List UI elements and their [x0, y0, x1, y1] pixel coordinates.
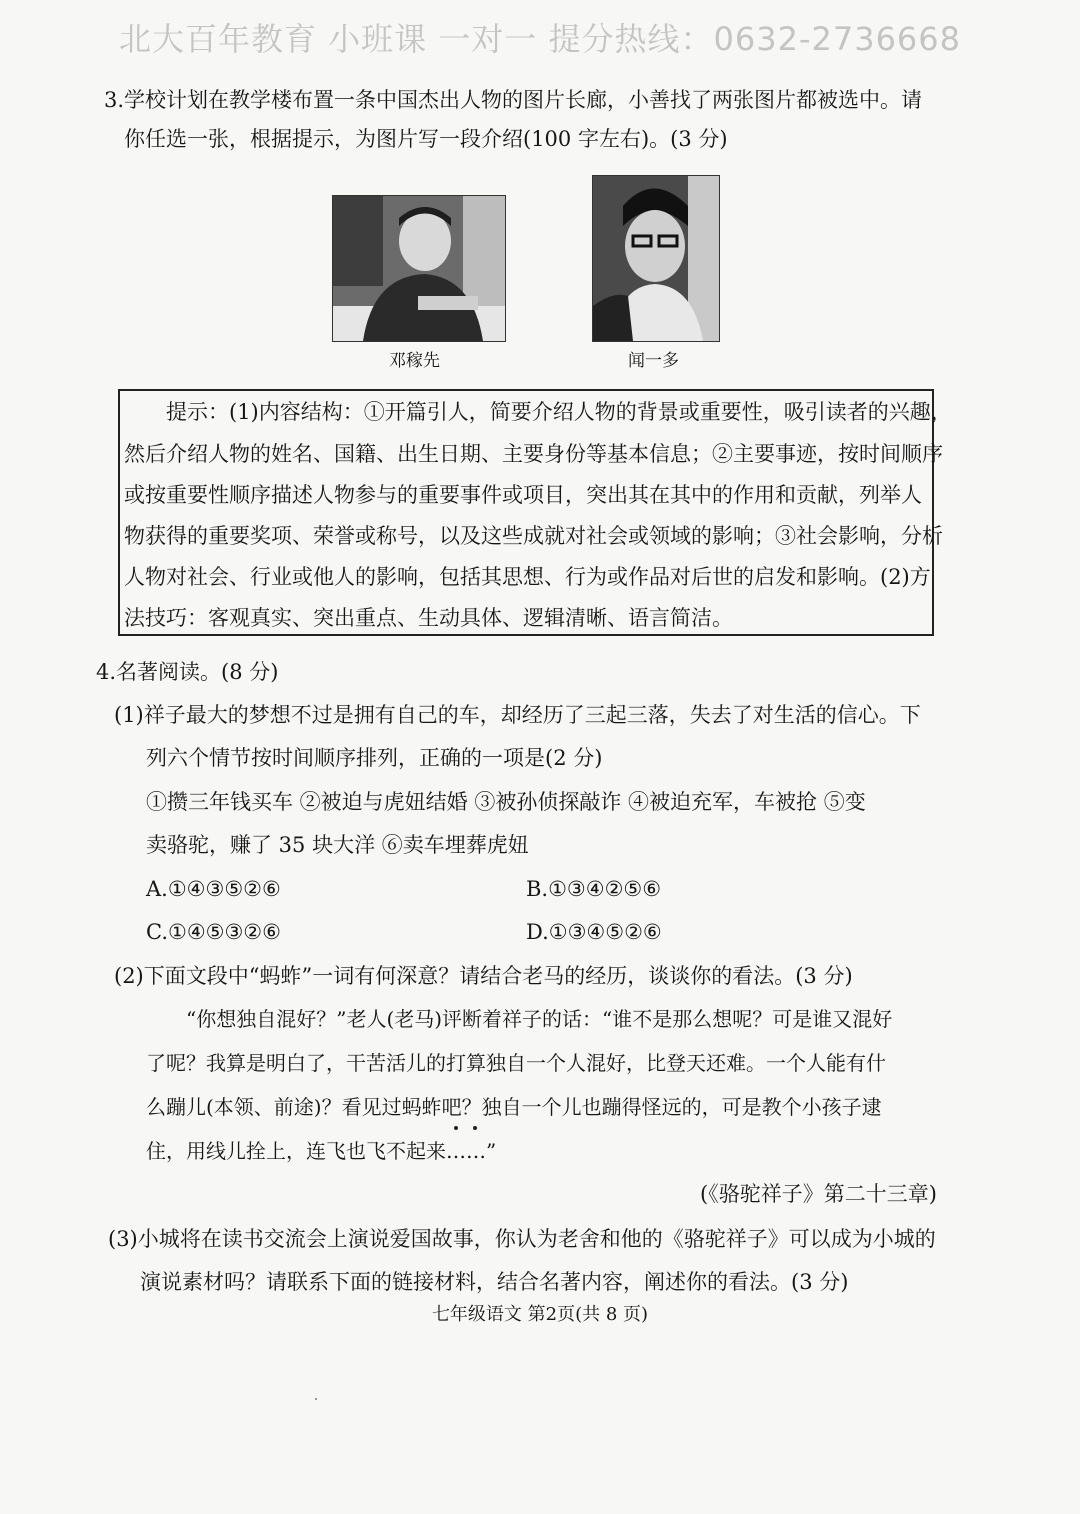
q4-events-line-2: 卖骆驼，赚了 35 块大洋 ⑥卖车埋葬虎妞	[146, 833, 529, 857]
photo-wen-yiduo	[592, 175, 720, 342]
option-a: A.①④③⑤②⑥	[146, 877, 281, 901]
photo-caption-1: 邓稼先	[389, 351, 440, 371]
hint-line: 或按重要性顺序描述人物参与的重要事件或项目，突出其在其中的作用和贡献，列举人	[124, 483, 922, 507]
photo-deng-jiaxian	[332, 195, 506, 342]
q4-title: 4.名著阅读。(8 分)	[96, 660, 279, 684]
hint-line: 法技巧：客观真实、突出重点、生动具体、逻辑清晰、语言简洁。	[124, 606, 733, 630]
q4-sub1-line-1: (1)祥子最大的梦想不过是拥有自己的车，却经历了三起三落，失去了对生活的信心。下	[114, 703, 921, 727]
q3-prompt-line-1: 3.学校计划在教学楼布置一条中国杰出人物的图片长廊，小善找了两张图片都被选中。请	[104, 88, 923, 112]
hint-line: 物获得的重要奖项、荣誉或称号，以及这些成就对社会或领域的影响；③社会影响，分析	[124, 524, 943, 548]
option-d: D.①③④⑤②⑥	[526, 920, 662, 944]
option-c: C.①④⑤③②⑥	[146, 920, 281, 944]
quote-source: (《骆驼祥子》第二十三章)	[700, 1182, 937, 1206]
hint-line: 提示：(1)内容结构：①开篇引人，简要介绍人物的背景或重要性，吸引读者的兴趣，	[166, 400, 952, 424]
page-footer: 七年级语文 第2页(共 8 页)	[431, 1304, 649, 1325]
hint-box	[118, 389, 934, 636]
emphasis-dot	[473, 1126, 477, 1130]
option-b: B.①③④②⑤⑥	[526, 877, 662, 901]
q4-sub3-line-2: 演说素材吗？请联系下面的链接材料，结合名著内容，阐述你的看法。(3 分)	[140, 1270, 849, 1294]
hint-line: 人物对社会、行业或他人的影响，包括其思想、行为或作品对后世的启发和影响。(2)方	[124, 565, 931, 589]
q4-sub3-line-1: (3)小城将在读书交流会上演说爱国故事，你认为老舍和他的《骆驼祥子》可以成为小城的	[108, 1227, 936, 1251]
q3-prompt-line-2: 你任选一张，根据提示，为图片写一段介绍(100 字左右)。(3 分)	[124, 127, 728, 151]
photo-caption-2: 闻一多	[628, 351, 679, 371]
emphasis-dot	[454, 1126, 458, 1130]
quote-line: 了呢？我算是明白了，干苦活儿的打算独自一个人混好，比登天还难。一个人能有什	[146, 1051, 886, 1075]
hint-line: 然后介绍人物的姓名、国籍、出生日期、主要身份等基本信息；②主要事迹，按时间顺序	[124, 442, 943, 466]
q4-sub2: (2)下面文段中“蚂蚱”一词有何深意？请结合老马的经历，谈谈你的看法。(3 分)	[114, 964, 853, 988]
q4-events-line-1: ①攒三年钱买车 ②被迫与虎妞结婚 ③被孙侦探敲诈 ④被迫充军，车被抢 ⑤变	[146, 790, 866, 814]
quote-line: “你想独自混好？”老人(老马)评断着祥子的话：“谁不是那么想呢？可是谁又混好	[186, 1007, 893, 1031]
quote-line: 么蹦儿(本领、前途)？看见过蚂蚱吧？独自一个儿也蹦得怪远的，可是教个小孩子逮	[146, 1095, 882, 1119]
watermark: 北大百年教育 小班课 一对一 提分热线：0632-2736668	[118, 20, 962, 58]
quote-line: 住，用线儿拴上，连飞也飞不起来……”	[146, 1139, 497, 1163]
scan-speck	[315, 1398, 317, 1400]
q4-sub1-line-2: 列六个情节按时间顺序排列，正确的一项是(2 分)	[146, 746, 603, 770]
